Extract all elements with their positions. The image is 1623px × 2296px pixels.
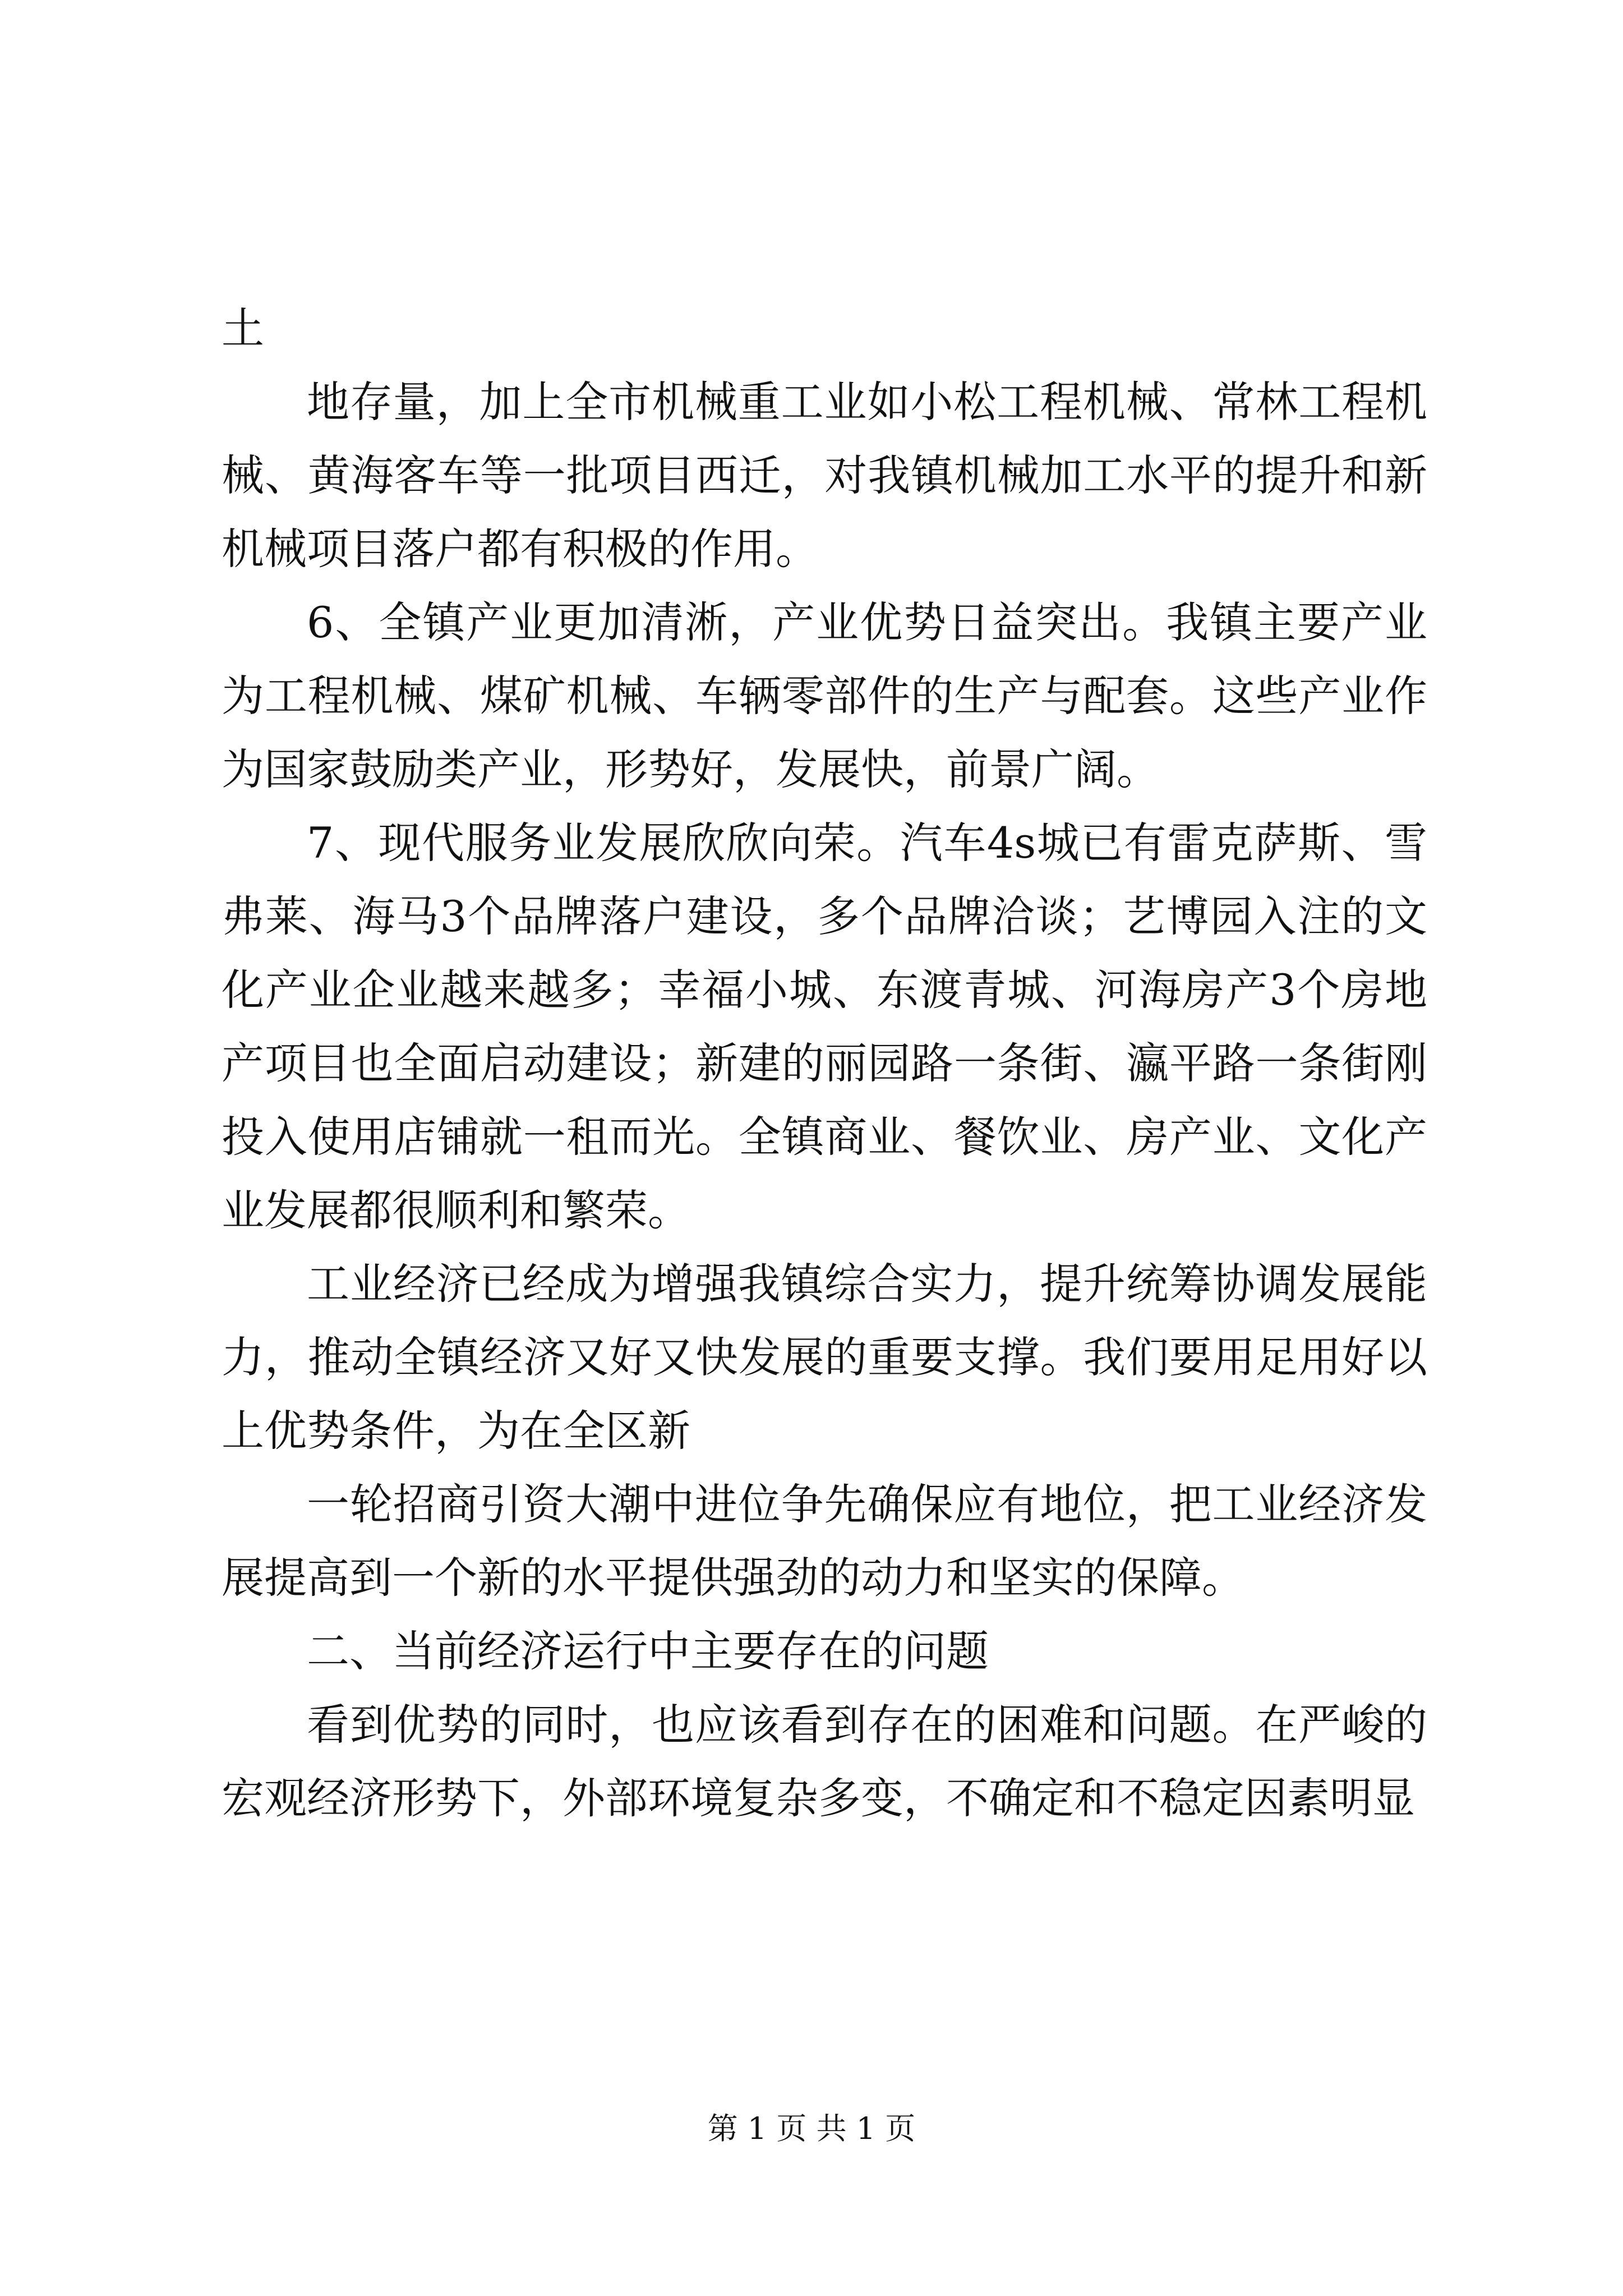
section-heading-problems: 二、当前经济运行中主要存在的问题 <box>307 1626 989 1676</box>
paragraph-industrial-economy: 工业经济已经成为增强我镇综合实力，提升统筹协调发展能力，推动全镇经济又好又快发展的重要支撑。我们要用足用好以上优势条件，为在全区新 <box>222 1259 1427 1456</box>
page-footer: 第 1 页 共 1 页 <box>707 2111 916 2146</box>
paragraph-land-stock: 地存量，加上全市机械重工业如小松工程机械、常林工程机械、黄海客车等一批项目西迁，对我镇机械加工水平的提升和新机械项目落户都有积极的作用。 <box>222 377 1427 574</box>
document-body <box>222 292 1427 1835</box>
paragraph-industry-advantage: 6、全镇产业更加清淅，产业优势日益突出。我镇主要产业为工程机械、煤矿机械、车辆零部件的生产与配套。这些产业作为国家鼓励类产业，形势好，发展快，前景广阔。 <box>222 597 1427 794</box>
paragraph-modern-services: 7、现代服务业发展欣欣向荣。汽车4s城已有雷克萨斯、雪弗莱、海马3个品牌落户建设，多个品牌洽谈；艺博园入注的文化产业企业越来越多；幸福小城、东渡青城、河海房产3个房地产项目也全面启动建设；新建的丽园路一条街、瀛平路一条街刚投入使用店铺就一租而光。全镇商业、餐饮业、房产业、文化产业发展都很顺利和繁荣。 <box>222 818 1427 1235</box>
paragraph-fragment-top: 土 <box>222 303 264 353</box>
paragraph-investment-round: 一轮招商引资大潮中进位争先确保应有地位，把工业经济发展提高到一个新的水平提供强劲的动力和坚实的保障。 <box>222 1479 1427 1603</box>
paragraph-difficulties: 看到优势的同时，也应该看到存在的困难和问题。在严峻的宏观经济形势下，外部环境复杂多变，不确定和不稳定因素明显 <box>222 1700 1427 1823</box>
